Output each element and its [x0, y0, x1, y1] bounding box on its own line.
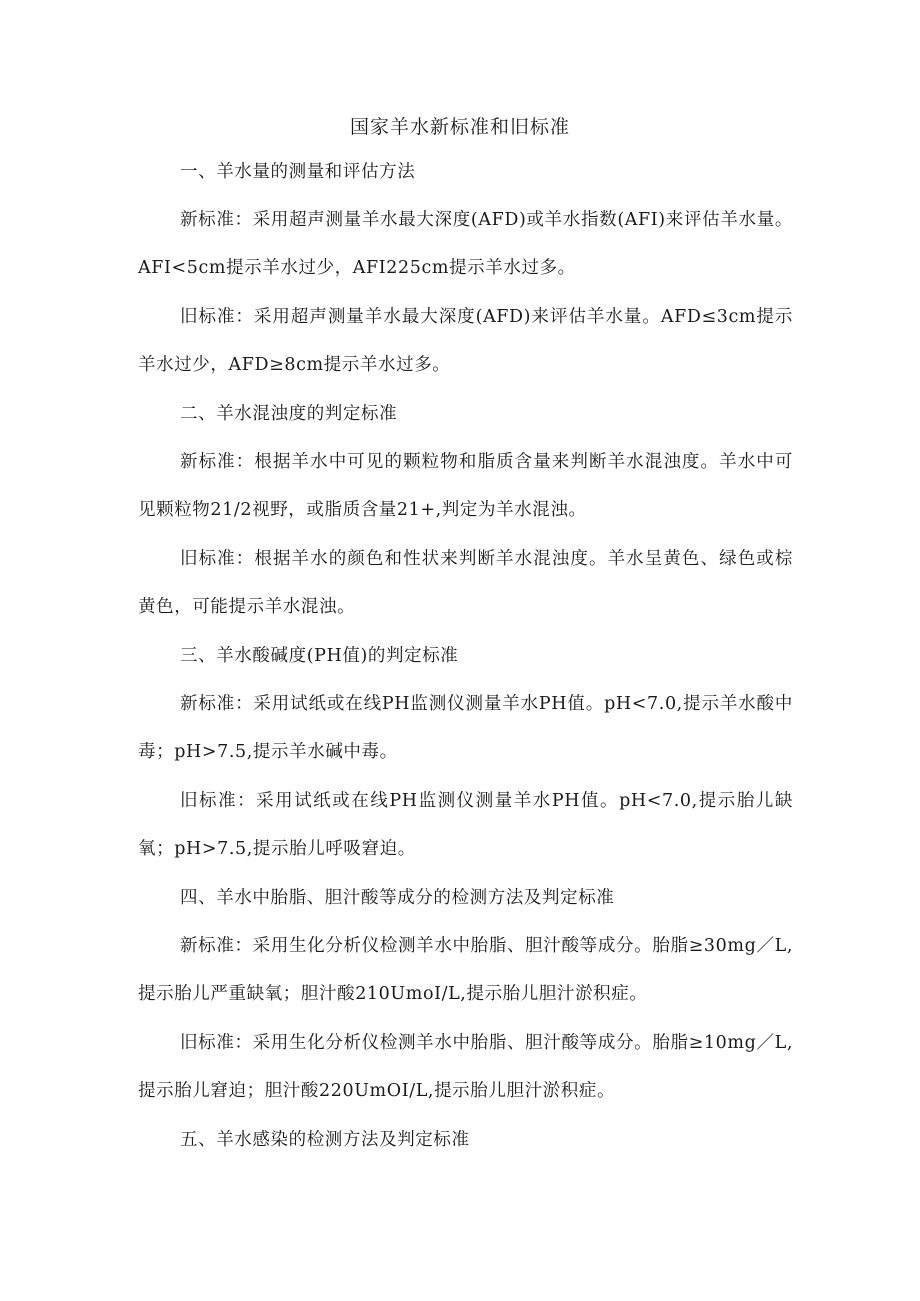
section-heading-5: 五、羊水感染的检测方法及判定标准	[180, 1130, 470, 1150]
section-2-new-standard: 新标准：根据羊水中可见的颗粒物和脂质含量来判断羊水混浊度。羊水中可见颗粒物21/2视野，或脂质含量21+,判定为羊水混浊。	[138, 452, 793, 521]
section-heading-1: 一、羊水量的测量和评估方法	[180, 162, 416, 182]
section-4-new-standard: 新标准：采用生化分析仪检测羊水中胎脂、胆汁酸等成分。胎脂≥30mg／L,提示胎儿严重缺氧；胆汁酸210UmoI/L,提示胎儿胆汁淤积症。	[138, 936, 793, 1005]
section-heading-3: 三、羊水酸碱度(PH值)的判定标准	[180, 646, 459, 666]
section-2-old-standard: 旧标准：根据羊水的颜色和性状来判断羊水混浊度。羊水呈黄色、绿色或棕黄色，可能提示羊水混浊。	[138, 549, 793, 618]
section-4-old-standard: 旧标准：采用生化分析仪检测羊水中胎脂、胆汁酸等成分。胎脂≥10mg／L,提示胎儿窘迫；胆汁酸220UmOI/L,提示胎儿胆汁淤积症。	[138, 1033, 793, 1102]
section-heading-2: 二、羊水混浊度的判定标准	[180, 404, 398, 424]
section-heading-4: 四、羊水中胎脂、胆汁酸等成分的检测方法及判定标准	[180, 888, 615, 908]
section-1-old-standard: 旧标准：采用超声测量羊水最大深度(AFD)来评估羊水量。AFD≤3cm提示羊水过少，AFD≥8cm提示羊水过多。	[138, 307, 793, 376]
section-3-old-standard: 旧标准：采用试纸或在线PH监测仪测量羊水PH值。pH<7.0,提示胎儿缺氧；pH>7.5,提示胎儿呼吸窘迫。	[138, 791, 793, 860]
section-1-new-standard: 新标准：采用超声测量羊水最大深度(AFD)或羊水指数(AFI)来评估羊水量。AFI<5cm提示羊水过少，AFI225cm提示羊水过多。	[138, 210, 793, 279]
section-3-new-standard: 新标准：采用试纸或在线PH监测仪测量羊水PH值。pH<7.0,提示羊水酸中毒；pH>7.5,提示羊水碱中毒。	[138, 694, 793, 763]
document-title: 国家羊水新标准和旧标准	[349, 116, 570, 138]
